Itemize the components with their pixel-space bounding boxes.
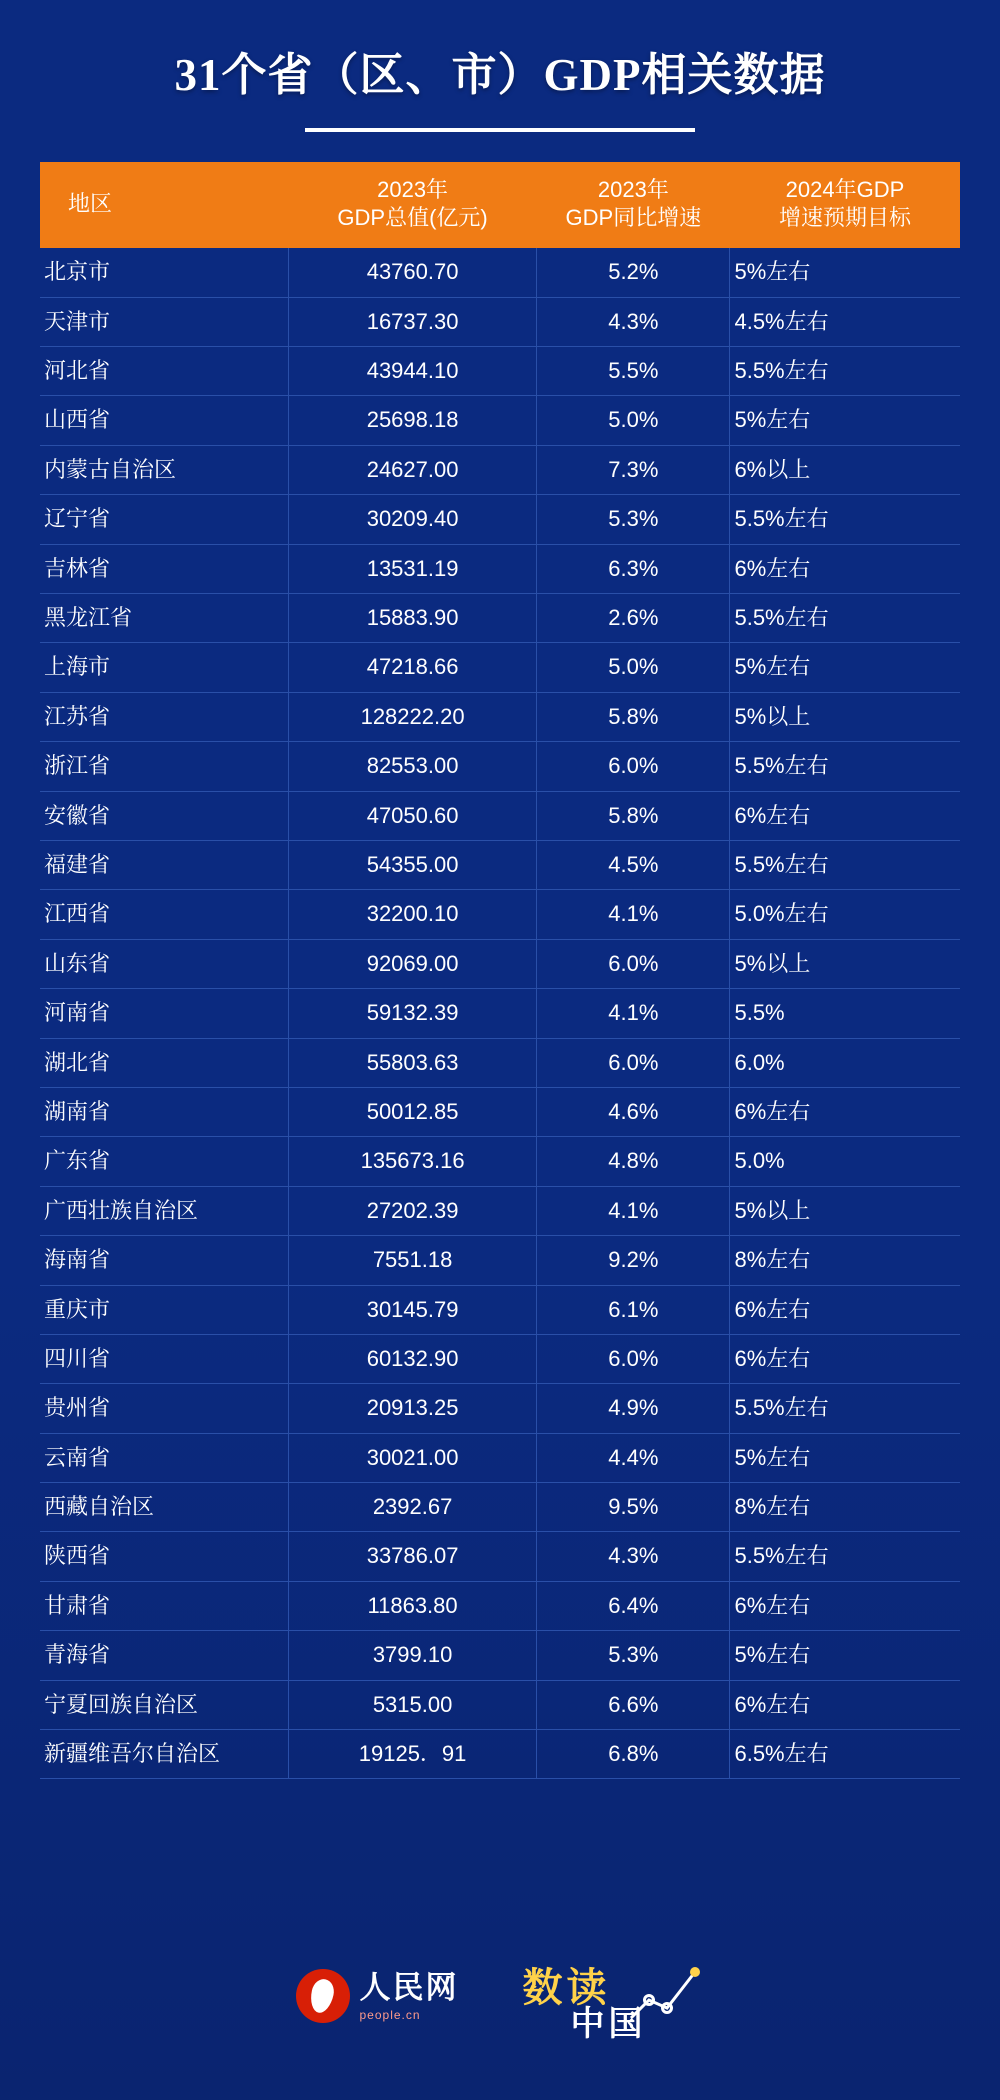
cell-gdp-total: 11863.80: [288, 1581, 536, 1630]
table-row: [40, 594, 960, 643]
cell-gdp-total: 47218.66: [288, 643, 536, 692]
cell-gdp-total: 43944.10: [288, 347, 536, 396]
cell-region: 吉林省: [40, 544, 288, 593]
column-header-total-line1: 2023年: [377, 177, 449, 202]
cell-gdp-total: 50012.85: [288, 1087, 536, 1136]
table-row: [40, 939, 960, 988]
cell-gdp-growth: 6.0%: [537, 742, 730, 791]
cell-gdp-target: 5%左右: [730, 643, 960, 692]
cell-gdp-target: 8%左右: [730, 1236, 960, 1285]
cell-gdp-total: 135673.16: [288, 1137, 536, 1186]
cell-region: 云南省: [40, 1433, 288, 1482]
cell-gdp-target: 5.5%左右: [730, 347, 960, 396]
cell-region: 安徽省: [40, 791, 288, 840]
cell-gdp-total: 13531.19: [288, 544, 536, 593]
cell-gdp-growth: 4.8%: [537, 1137, 730, 1186]
cell-gdp-growth: 6.0%: [537, 939, 730, 988]
table-row: [40, 1137, 960, 1186]
cell-region: 甘肃省: [40, 1581, 288, 1630]
table-row: [40, 1285, 960, 1334]
cell-gdp-target: 5.5%左右: [730, 841, 960, 890]
table-row: [40, 643, 960, 692]
cell-gdp-target: 6%左右: [730, 1334, 960, 1383]
people-logo-en: people.cn: [359, 2007, 421, 2022]
cell-gdp-growth: 5.2%: [537, 248, 730, 297]
cell-gdp-total: 30145.79: [288, 1285, 536, 1334]
cell-gdp-total: 60132.90: [288, 1334, 536, 1383]
cell-region: 陕西省: [40, 1532, 288, 1581]
cell-gdp-growth: 6.0%: [537, 1038, 730, 1087]
table-row: [40, 1236, 960, 1285]
table-row: [40, 1680, 960, 1729]
page-title: 31个省（区、市）GDP相关数据: [174, 50, 826, 100]
cell-region: 重庆市: [40, 1285, 288, 1334]
table-row: [40, 1384, 960, 1433]
cell-gdp-growth: 6.0%: [537, 1334, 730, 1383]
cell-gdp-total: 24627.00: [288, 445, 536, 494]
cell-gdp-total: 59132.39: [288, 989, 536, 1038]
table-row: [40, 1581, 960, 1630]
cell-gdp-growth: 9.2%: [537, 1236, 730, 1285]
column-header-growth: [537, 162, 730, 248]
column-header-growth-line2: GDP同比增速: [565, 205, 702, 231]
cell-region: 海南省: [40, 1236, 288, 1285]
cell-gdp-target: 5.0%左右: [730, 890, 960, 939]
title-divider: [305, 128, 695, 132]
cell-gdp-target: 5%左右: [730, 248, 960, 297]
cell-gdp-target: 5.5%左右: [730, 495, 960, 544]
table-header-row: [40, 162, 960, 248]
table-row: [40, 1186, 960, 1235]
column-header-target: [730, 162, 960, 248]
cell-gdp-target: 6%左右: [730, 1087, 960, 1136]
cell-gdp-growth: 4.1%: [537, 890, 730, 939]
cell-region: 辽宁省: [40, 495, 288, 544]
cell-gdp-growth: 5.5%: [537, 347, 730, 396]
cell-gdp-total: 20913.25: [288, 1384, 536, 1433]
cell-gdp-target: 5.5%左右: [730, 1532, 960, 1581]
cell-gdp-target: 5.5%左右: [730, 742, 960, 791]
cell-gdp-growth: 4.9%: [537, 1384, 730, 1433]
cell-gdp-target: 6%左右: [730, 1285, 960, 1334]
cell-gdp-total: 7551.18: [288, 1236, 536, 1285]
table-row: [40, 989, 960, 1038]
table-row: [40, 1334, 960, 1383]
table-row: [40, 1433, 960, 1482]
column-header-target-line1: 2024年GDP: [785, 177, 905, 202]
cell-gdp-target: 5%左右: [730, 396, 960, 445]
cell-region: 黑龙江省: [40, 594, 288, 643]
table-row: [40, 841, 960, 890]
cell-gdp-growth: 5.3%: [537, 495, 730, 544]
column-header-region-line1: 地区: [68, 191, 113, 217]
table-row: [40, 1631, 960, 1680]
cell-gdp-total: 2392.67: [288, 1483, 536, 1532]
cell-gdp-total: 82553.00: [288, 742, 536, 791]
cell-region: 广东省: [40, 1137, 288, 1186]
shudu-chart-icon: [627, 1960, 701, 2030]
cell-region: 福建省: [40, 841, 288, 890]
cell-gdp-target: 5%左右: [730, 1433, 960, 1482]
shudu-logo-bottom: 中国: [570, 2006, 647, 2043]
table-row: [40, 1038, 960, 1087]
cell-region: 河北省: [40, 347, 288, 396]
cell-region: 江苏省: [40, 692, 288, 741]
cell-gdp-target: 8%左右: [730, 1483, 960, 1532]
table-row: [40, 1730, 960, 1779]
cell-region: 河南省: [40, 989, 288, 1038]
cell-gdp-target: 5%以上: [730, 692, 960, 741]
cell-gdp-total: 27202.39: [288, 1186, 536, 1235]
cell-gdp-growth: 9.5%: [537, 1483, 730, 1532]
table-row: [40, 1087, 960, 1136]
people-logo: [296, 1969, 459, 2023]
cell-region: 广西壮族自治区: [40, 1186, 288, 1235]
cell-gdp-growth: 2.6%: [537, 594, 730, 643]
cell-region: 青海省: [40, 1631, 288, 1680]
cell-gdp-total: 47050.60: [288, 791, 536, 840]
cell-gdp-growth: 6.4%: [537, 1581, 730, 1630]
cell-gdp-target: 5.5%左右: [730, 1384, 960, 1433]
table-header: [40, 162, 960, 248]
cell-gdp-target: 6.5%左右: [730, 1730, 960, 1779]
cell-gdp-growth: 4.4%: [537, 1433, 730, 1482]
people-logo-text: [359, 1969, 459, 2022]
column-header-target-line2: 增速预期目标: [778, 205, 911, 231]
cell-gdp-growth: 4.3%: [537, 1532, 730, 1581]
cell-gdp-growth: 4.1%: [537, 989, 730, 1038]
cell-region: 上海市: [40, 643, 288, 692]
table-row: [40, 347, 960, 396]
cell-gdp-target: 5.5%左右: [730, 594, 960, 643]
cell-region: 宁夏回族自治区: [40, 1680, 288, 1729]
cell-gdp-growth: 6.6%: [537, 1680, 730, 1729]
cell-gdp-total: 33786.07: [288, 1532, 536, 1581]
column-header-growth-line1: 2023年: [597, 177, 669, 202]
cell-gdp-target: 5%左右: [730, 1631, 960, 1680]
cell-gdp-growth: 5.0%: [537, 396, 730, 445]
table-row: [40, 1532, 960, 1581]
cell-region: 天津市: [40, 297, 288, 346]
cell-region: 湖北省: [40, 1038, 288, 1087]
cell-gdp-growth: 6.3%: [537, 544, 730, 593]
cell-region: 北京市: [40, 248, 288, 297]
cell-gdp-total: 54355.00: [288, 841, 536, 890]
cell-gdp-growth: 5.3%: [537, 1631, 730, 1680]
cell-gdp-total: 32200.10: [288, 890, 536, 939]
cell-gdp-growth: 5.8%: [537, 791, 730, 840]
table-row: [40, 791, 960, 840]
cell-gdp-growth: 4.1%: [537, 1186, 730, 1235]
cell-gdp-target: 6%左右: [730, 1581, 960, 1630]
cell-gdp-total: 30209.40: [288, 495, 536, 544]
cell-gdp-target: 5%以上: [730, 1186, 960, 1235]
cell-gdp-target: 5.0%: [730, 1137, 960, 1186]
shudu-china-logo: [515, 1954, 705, 2043]
column-header-total: [288, 162, 536, 248]
column-header-total-line2: GDP总值(亿元): [337, 205, 488, 231]
cell-gdp-target: 6.0%: [730, 1038, 960, 1087]
gdp-table-wrap: [40, 162, 960, 1779]
cell-gdp-growth: 6.1%: [537, 1285, 730, 1334]
table-row: [40, 692, 960, 741]
cell-gdp-total: 43760.70: [288, 248, 536, 297]
cell-region: 山东省: [40, 939, 288, 988]
cell-region: 山西省: [40, 396, 288, 445]
gdp-table: [40, 162, 960, 1779]
cell-region: 贵州省: [40, 1384, 288, 1433]
cell-gdp-growth: 7.3%: [537, 445, 730, 494]
cell-gdp-target: 5%以上: [730, 939, 960, 988]
cell-gdp-target: 5.5%: [730, 989, 960, 1038]
cell-region: 四川省: [40, 1334, 288, 1383]
table-row: [40, 396, 960, 445]
cell-gdp-growth: 4.6%: [537, 1087, 730, 1136]
table-row: [40, 495, 960, 544]
cell-region: 浙江省: [40, 742, 288, 791]
cell-gdp-total: 128222.20: [288, 692, 536, 741]
table-row: [40, 544, 960, 593]
people-flame-icon: [296, 1969, 350, 2023]
cell-region: 新疆维吾尔自治区: [40, 1730, 288, 1779]
cell-region: 江西省: [40, 890, 288, 939]
cell-gdp-total: 30021.00: [288, 1433, 536, 1482]
cell-gdp-growth: 6.8%: [537, 1730, 730, 1779]
table-row: [40, 248, 960, 297]
cell-gdp-total: 16737.30: [288, 297, 536, 346]
cell-gdp-target: 4.5%左右: [730, 297, 960, 346]
cell-gdp-growth: 5.0%: [537, 643, 730, 692]
table-row: [40, 1483, 960, 1532]
title-block: [0, 48, 1000, 132]
cell-gdp-target: 6%左右: [730, 791, 960, 840]
cell-gdp-growth: 4.3%: [537, 297, 730, 346]
table-body: [40, 248, 960, 1779]
cell-gdp-target: 6%左右: [730, 1680, 960, 1729]
cell-gdp-total: 55803.63: [288, 1038, 536, 1087]
cell-gdp-total: 92069.00: [288, 939, 536, 988]
cell-gdp-total: 3799.10: [288, 1631, 536, 1680]
cell-gdp-total: 15883.90: [288, 594, 536, 643]
cell-gdp-total: 5315.00: [288, 1680, 536, 1729]
cell-gdp-target: 6%以上: [730, 445, 960, 494]
table-row: [40, 297, 960, 346]
footer-brands: [0, 1954, 1000, 2043]
people-logo-cn: 人民网: [359, 1969, 459, 2005]
shudu-logo-top: 数读: [522, 1965, 611, 2010]
cell-gdp-target: 6%左右: [730, 544, 960, 593]
cell-gdp-growth: 5.8%: [537, 692, 730, 741]
cell-gdp-total: 19125．91: [288, 1730, 536, 1779]
cell-gdp-total: 25698.18: [288, 396, 536, 445]
cell-gdp-growth: 4.5%: [537, 841, 730, 890]
cell-region: 湖南省: [40, 1087, 288, 1136]
column-header-region: [40, 162, 288, 248]
cell-region: 内蒙古自治区: [40, 445, 288, 494]
table-row: [40, 890, 960, 939]
table-row: [40, 445, 960, 494]
table-row: [40, 742, 960, 791]
cell-region: 西藏自治区: [40, 1483, 288, 1532]
